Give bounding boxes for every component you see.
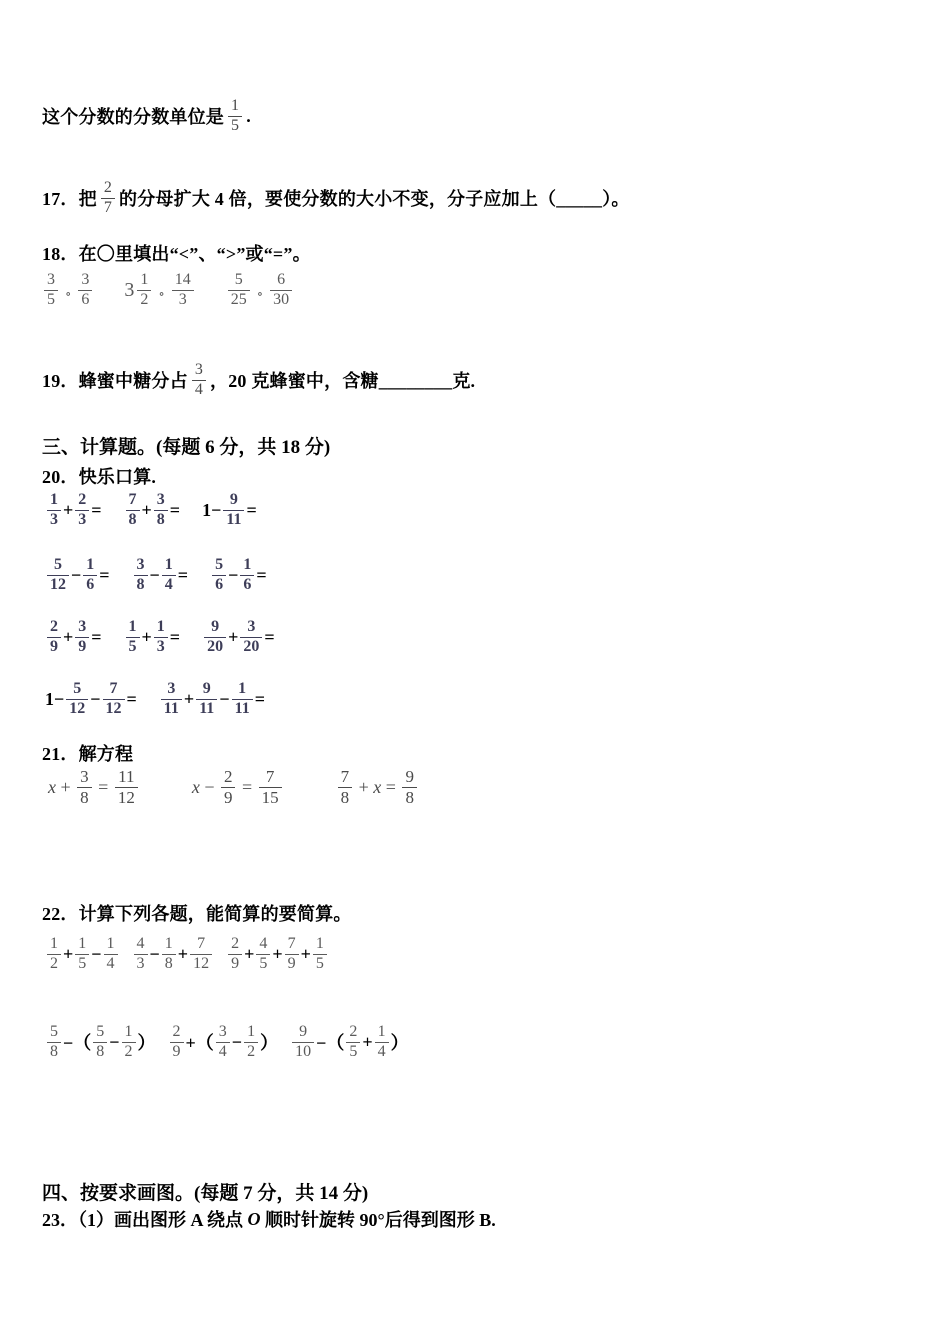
- fraction: $\frac{5}{6}$: [212, 557, 226, 594]
- fraction: $\frac{5}{8}$: [93, 1024, 107, 1061]
- oral-calc-expression: [45, 619, 102, 656]
- math-text: =: [381, 776, 401, 797]
- math-text: −: [71, 564, 82, 585]
- question-23: [42, 1206, 496, 1232]
- calc-expression: [45, 1024, 156, 1061]
- fraction: $\frac{9}{20}$: [204, 619, 226, 656]
- math-text: ）: [260, 1033, 279, 1054]
- fraction: $\frac{3}{4}$: [216, 1024, 230, 1061]
- question-17: [42, 180, 630, 217]
- fraction: $\frac{9}{11}$: [196, 681, 217, 718]
- fraction: $\frac{9}{11}$: [223, 492, 244, 529]
- math-text: −: [149, 564, 160, 585]
- math-text: +: [63, 626, 74, 647]
- section-3-heading: 三、计算题。(每题 6 分，共 18 分): [42, 437, 331, 458]
- math-text: +: [244, 943, 255, 964]
- fraction: $\frac{1}{4}$: [162, 557, 176, 594]
- math-text: −: [228, 564, 239, 585]
- fraction: $\frac{1}{4}$: [104, 936, 118, 973]
- oral-calc-expression: [210, 557, 267, 594]
- math-text: 的分母扩大 4 倍，要使分数的大小不变，分子应加上（_____）。: [119, 189, 630, 210]
- fraction: $\frac{7}{9}$: [285, 936, 299, 973]
- oral-calc-expression: [202, 492, 257, 529]
- math-text: =: [264, 626, 275, 647]
- math-text: =: [169, 626, 181, 647]
- oral-calc-expression: [45, 492, 102, 529]
- math-text: 1−: [45, 688, 65, 709]
- math-text: ）: [390, 1033, 409, 1054]
- fraction: $\frac{1}{4}$: [375, 1024, 389, 1061]
- calc-expression: [226, 936, 329, 973]
- fraction: $\frac{2}{3}$: [75, 492, 89, 529]
- math-text: =: [256, 564, 267, 585]
- question-21-label: 21．解方程: [42, 744, 134, 764]
- comparison-circle: ∘: [158, 285, 165, 301]
- math-text: =: [91, 626, 102, 647]
- oral-calc-expression: [202, 619, 275, 656]
- fraction: $\frac{5}{25}$: [228, 272, 250, 309]
- math-text: =: [254, 688, 265, 709]
- math-text: =: [99, 564, 110, 585]
- math-text: +: [177, 943, 189, 964]
- math-text: +（: [185, 1033, 214, 1054]
- question-20-row-4: [45, 681, 265, 718]
- math-text: −: [219, 688, 230, 709]
- fraction: $\frac{4}{3}$: [134, 936, 148, 973]
- fraction: $\frac{6}{30}$: [270, 272, 292, 309]
- math-text: −: [149, 943, 160, 964]
- fraction: $\frac{2}{5}$: [346, 1024, 360, 1061]
- question-21-equations: [48, 768, 419, 807]
- question-18-comparisons: [42, 272, 294, 309]
- math-text: ，20 克蜂蜜中，含糖________克.: [210, 371, 476, 392]
- fraction: $\frac{1}{5}$: [126, 619, 140, 656]
- math-text: 17．把: [42, 189, 97, 210]
- question-22-label: 22．计算下列各题，能简算的要简算。: [42, 904, 352, 924]
- comparison-circle: ∘: [65, 285, 72, 301]
- fraction: $\frac{1}{3}$: [154, 619, 168, 656]
- math-text: +: [63, 943, 74, 964]
- fraction: $\frac{5}{12}$: [66, 681, 88, 718]
- math-text: −: [199, 776, 219, 797]
- calc-expression: [132, 936, 215, 973]
- math-text: −: [91, 943, 102, 964]
- variable: x: [48, 776, 56, 797]
- fraction: $\frac{3}{20}$: [240, 619, 262, 656]
- fraction: $\frac{11}{12}$: [115, 768, 138, 807]
- fraction: $\frac{7}{8}$: [338, 768, 353, 807]
- math-text: 23．（1）画出图形 A 绕点: [42, 1210, 248, 1230]
- fraction: $\frac{3}{8}$: [134, 557, 148, 594]
- question-19: [42, 362, 475, 399]
- math-text: +: [354, 776, 374, 797]
- oral-calc-expression: [124, 492, 181, 529]
- question-18-heading: 18．在〇里填出“<”、“>”或“=”。: [42, 244, 311, 264]
- math-text: =: [246, 499, 257, 520]
- question-20-label: 20．快乐口算.: [42, 467, 157, 487]
- math-text: 这个分数的分数单位是: [42, 107, 224, 128]
- fraction: $\frac{1}{11}$: [232, 681, 253, 718]
- fraction: $\frac{1}{6}$: [83, 557, 97, 594]
- fraction: $\frac{5}{12}$: [47, 557, 69, 594]
- question-22-row-2: [45, 1024, 409, 1061]
- math-text: −（: [316, 1033, 345, 1054]
- comparison-circle: ∘: [256, 285, 264, 301]
- fraction: $\frac{7}{12}$: [190, 936, 212, 973]
- fraction: $\frac{1}{5}$: [313, 936, 327, 973]
- fraction: $\frac{1}{3}$: [47, 492, 61, 529]
- question-20-row-3: [45, 619, 275, 656]
- equation-1: [48, 768, 140, 807]
- math-text: −: [231, 1031, 243, 1052]
- fraction: $\frac{1}{6}$: [240, 557, 254, 594]
- math-text: =: [177, 564, 189, 585]
- fraction: $\frac{2}{7}$: [101, 180, 115, 217]
- fraction: $\frac{9}{10}$: [292, 1024, 314, 1061]
- oral-calc-expression: [45, 557, 110, 594]
- fraction: $\frac{1}{5}$: [75, 936, 89, 973]
- math-text: =: [93, 776, 113, 797]
- fraction: $\frac{4}{5}$: [256, 936, 270, 973]
- variable: x: [191, 776, 200, 797]
- math-text: +: [362, 1031, 373, 1052]
- fraction: $\frac{2}{9}$: [228, 936, 242, 973]
- math-text: −: [109, 1031, 120, 1052]
- math-text: −: [90, 688, 101, 709]
- math-text: =: [126, 688, 137, 709]
- fraction: $\frac{3}{8}$: [77, 768, 92, 807]
- math-text: 顺时针旋转 90°后得到图形 B.: [260, 1210, 496, 1230]
- equation-3: [336, 768, 419, 807]
- fraction: $\frac{3}{11}$: [161, 681, 182, 718]
- fraction: $\frac{7}{8}$: [126, 492, 140, 529]
- fraction: $\frac{3}{9}$: [75, 619, 89, 656]
- comparison-expression-2: [124, 272, 195, 309]
- math-text: .: [246, 105, 251, 126]
- fraction: $\frac{3}{5}$: [44, 272, 58, 309]
- math-text: +: [228, 626, 239, 647]
- fraction: $\frac{7}{15}$: [259, 768, 282, 807]
- math-text: +: [300, 943, 311, 964]
- fraction: $\frac{7}{12}$: [103, 681, 125, 718]
- variable: x: [373, 776, 382, 797]
- equation-2: [192, 768, 284, 807]
- math-text: +: [141, 499, 152, 520]
- fraction: $\frac{2}{9}$: [170, 1024, 184, 1061]
- oral-calc-expression: [159, 681, 265, 718]
- fraction: $\frac{3}{8}$: [154, 492, 168, 529]
- math-text: =: [169, 499, 181, 520]
- fraction: $\frac{1}{2}$: [137, 272, 151, 309]
- fraction: $\frac{1}{2}$: [244, 1024, 258, 1061]
- fraction: $\frac{9}{8}$: [402, 768, 417, 807]
- fraction-unit-statement: [42, 98, 251, 135]
- fraction: $\frac{5}{8}$: [47, 1024, 61, 1061]
- question-20-row-1: [45, 492, 257, 529]
- math-text: +: [272, 943, 283, 964]
- math-text: ）: [137, 1033, 156, 1054]
- question-22-row-1: [45, 936, 329, 973]
- mixed-number: 3 $\frac{1}{2}$: [124, 272, 153, 309]
- math-text: +: [141, 626, 152, 647]
- calc-expression: [290, 1024, 409, 1061]
- fraction: $\frac{3}{6}$: [78, 272, 92, 309]
- fraction: $\frac{2}{9}$: [221, 768, 236, 807]
- math-text: 19．蜂蜜中糖分占: [42, 371, 188, 392]
- fraction: $\frac{1}{2}$: [122, 1024, 136, 1061]
- comparison-expression-3: [226, 272, 294, 309]
- math-text: +: [56, 776, 76, 797]
- calc-expression: [45, 936, 120, 973]
- fraction: $\frac{1}{2}$: [47, 936, 61, 973]
- math-text: +: [63, 499, 74, 520]
- math-text: +: [183, 688, 195, 709]
- fraction: $\frac{14}{3}$: [172, 272, 194, 309]
- fraction: $\frac{3}{4}$: [192, 362, 206, 399]
- math-text: −（: [63, 1033, 92, 1054]
- fraction: $\frac{2}{9}$: [47, 619, 61, 656]
- comparison-expression-1: [42, 272, 94, 309]
- oral-calc-expression: [45, 681, 137, 718]
- calc-expression: [168, 1024, 279, 1061]
- math-text: =: [237, 776, 257, 797]
- question-20-row-2: [45, 557, 267, 594]
- section-4-heading: 四、按要求画图。(每题 7 分，共 14 分): [42, 1183, 369, 1204]
- fraction: $\frac{1}{5}$: [228, 98, 242, 135]
- math-text: =: [91, 499, 102, 520]
- oral-calc-expression: [132, 557, 189, 594]
- variable: O: [247, 1208, 261, 1229]
- math-text: 1−: [202, 499, 222, 520]
- fraction: $\frac{1}{8}$: [162, 936, 176, 973]
- oral-calc-expression: [124, 619, 181, 656]
